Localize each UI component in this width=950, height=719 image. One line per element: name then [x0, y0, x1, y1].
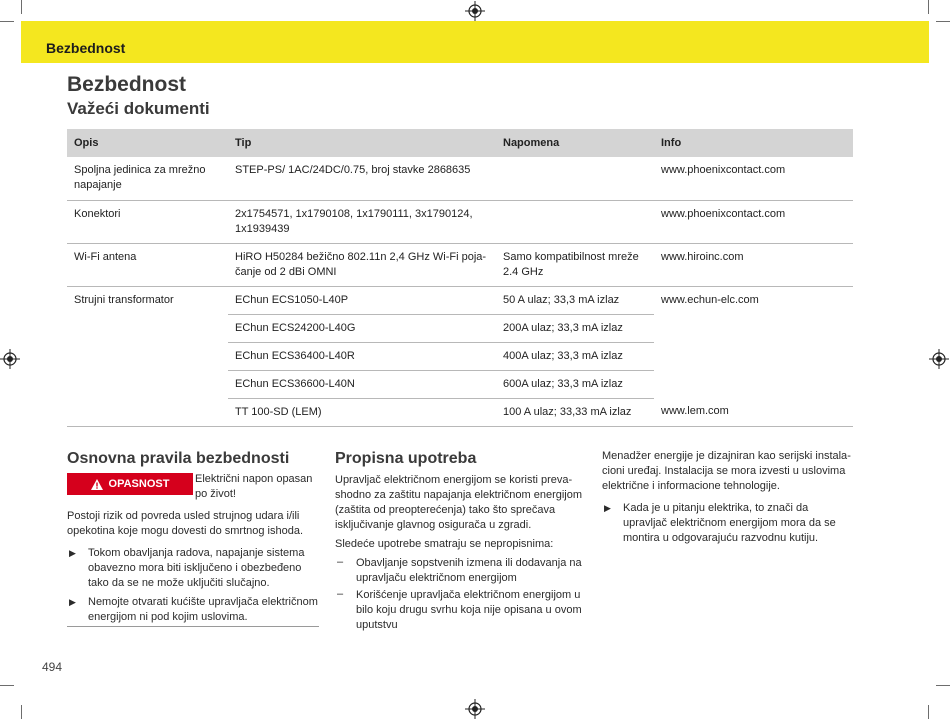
- table-header-row: [67, 129, 853, 157]
- cell-tip: HiRO H50284 bežično 802.11n 2,4 GHz Wi-Fi pojačanje od 2 dBi OMNI: [228, 243, 496, 286]
- cell-info: www.lem.com: [654, 398, 853, 426]
- cell-opis: Spoljna jedinica za mrežno napajanje: [67, 157, 228, 200]
- bullet-item: Kada je u pitanju elektrika, to znači da upravljač električnom energijom mora da se montira u odgovarajuću razvodnu kutiju.: [623, 502, 836, 544]
- paragraph: Menadžer energije je dizajniran kao serijski instalacioni uređaj. Instalacija se mora izvesti u uslovima električne i informacione tehnologije.: [602, 450, 851, 492]
- table-row: [67, 398, 853, 426]
- cell-tip: 2x1754571, 1x1790108, 1x1790111, 3x1790124, 1x1939439: [228, 200, 496, 243]
- cell-tip: EChun ECS36600-L40N: [228, 370, 496, 398]
- crop-mark: [928, 705, 929, 719]
- cell-opis: Konektori: [67, 200, 228, 243]
- cell-napomena: 400A ulaz; 33,3 mA izlaz: [496, 342, 654, 370]
- cell-opis: Strujni transformator: [74, 293, 174, 306]
- registration-mark-icon: [465, 1, 485, 21]
- column-header: Napomena: [496, 129, 654, 157]
- table-row: [67, 157, 853, 200]
- documents-table: [67, 129, 853, 427]
- cell-napomena: 100 A ulaz; 33,33 mA izlaz: [496, 398, 654, 426]
- danger-text: Električni napon opasan po život!: [195, 473, 313, 500]
- cell-info: www.phoenixcontact.com: [654, 157, 853, 200]
- cell-info: [654, 370, 853, 398]
- page-title: Bezbednost: [67, 73, 187, 96]
- table-row: [67, 243, 853, 286]
- section-heading-safety: Osnovna pravila bezbednosti: [67, 450, 290, 467]
- registration-mark-icon: [929, 349, 949, 369]
- cell-opis: [67, 370, 228, 398]
- paragraph: Sledeće upotrebe smatraju se nepropisnima:: [335, 538, 554, 550]
- cell-napomena: [496, 157, 654, 200]
- bullet-arrow-icon: ▶: [604, 503, 611, 513]
- section-divider: [67, 626, 319, 627]
- dash-item: Obavljanje sopstvenih izmena ili dodavanja na upravljaču električnom energijom: [356, 557, 582, 584]
- crop-mark: [936, 685, 950, 686]
- registration-mark-icon: [0, 349, 20, 369]
- dash-marker: –: [337, 556, 344, 568]
- section-heading-usage: Propisna upotreba: [335, 450, 477, 467]
- paragraph: Upravljač električnom energijom se koristi prevashodno za zaštitu napajanja električnom energijom (zaštita od preopterećenja) tako što sprečava isključivanje glavnog osigurača u zgradi.: [335, 474, 583, 531]
- dash-marker: –: [337, 588, 344, 600]
- header-label: Bezbednost: [46, 40, 126, 56]
- cell-info: [654, 342, 853, 370]
- cell-opis: [67, 314, 228, 342]
- crop-mark: [21, 705, 22, 719]
- crop-mark: [0, 685, 14, 686]
- cell-napomena: Samo kompatibilnost mreže 2.4 GHz: [496, 243, 654, 286]
- cell-info: [654, 314, 853, 342]
- danger-badge-label: OPASNOST: [108, 478, 170, 490]
- column-header: Info: [654, 129, 853, 157]
- cell-info: www.hiroinc.com: [654, 243, 853, 286]
- cell-napomena: 200A ulaz; 33,3 mA izlaz: [496, 314, 654, 342]
- table-row: [67, 200, 853, 243]
- cell-tip: EChun ECS24200-L40G: [228, 314, 496, 342]
- dash-item: Korišćenje upravljača električnom energijom u bilo koju drugu svrhu koja nije opisana u ovom uputstvu: [356, 589, 582, 631]
- paragraph: Postoji rizik od povreda usled strujnog udara i/ili opekotina koje mogu dovesti do smrtnog ishoda.: [67, 510, 304, 537]
- table-row: [67, 286, 853, 314]
- cell-info: www.phoenixcontact.com: [654, 200, 853, 243]
- table-row: [67, 314, 853, 342]
- cell-tip: EChun ECS1050-L40P: [228, 286, 496, 314]
- crop-mark: [21, 0, 22, 14]
- cell-napomena: 600A ulaz; 33,3 mA izlaz: [496, 370, 654, 398]
- crop-mark: [928, 0, 929, 14]
- cell-tip: STEP-PS/ 1AC/24DC/0.75, broj stavke 2868635: [228, 157, 496, 200]
- bullet-arrow-icon: ▶: [69, 597, 76, 607]
- bullet-item: Tokom obavljanja radova, napajanje sistema obavezno mora biti isključeno i obezbeđeno tako da se ne može uključiti slučajno.: [88, 547, 305, 589]
- danger-badge: [67, 473, 193, 495]
- column-header: Tip: [228, 129, 496, 157]
- bullet-arrow-icon: ▶: [69, 548, 76, 558]
- cell-opis: Wi-Fi antena: [67, 243, 228, 286]
- column-header: Opis: [67, 129, 228, 157]
- cell-napomena: [496, 200, 654, 243]
- header-bar: [21, 21, 929, 63]
- cell-info: www.echun-elc.com: [661, 293, 759, 306]
- table-row: [67, 370, 853, 398]
- crop-mark: [936, 21, 950, 22]
- cell-tip: TT 100-SD (LEM): [228, 398, 496, 426]
- bullet-item: Nemojte otvarati kućište upravljača električnom energijom ni pod kojim uslovima.: [88, 596, 318, 623]
- table-row: [67, 342, 853, 370]
- cell-opis: [67, 342, 228, 370]
- registration-mark-icon: [465, 699, 485, 719]
- warning-triangle-icon: [91, 479, 103, 490]
- cell-napomena: 50 A ulaz; 33,3 mA izlaz: [496, 286, 654, 314]
- page-number: 494: [42, 660, 63, 674]
- cell-opis: [67, 398, 228, 426]
- cell-tip: EChun ECS36400-L40R: [228, 342, 496, 370]
- page-subtitle: Važeći dokumenti: [67, 99, 210, 118]
- crop-mark: [0, 21, 14, 22]
